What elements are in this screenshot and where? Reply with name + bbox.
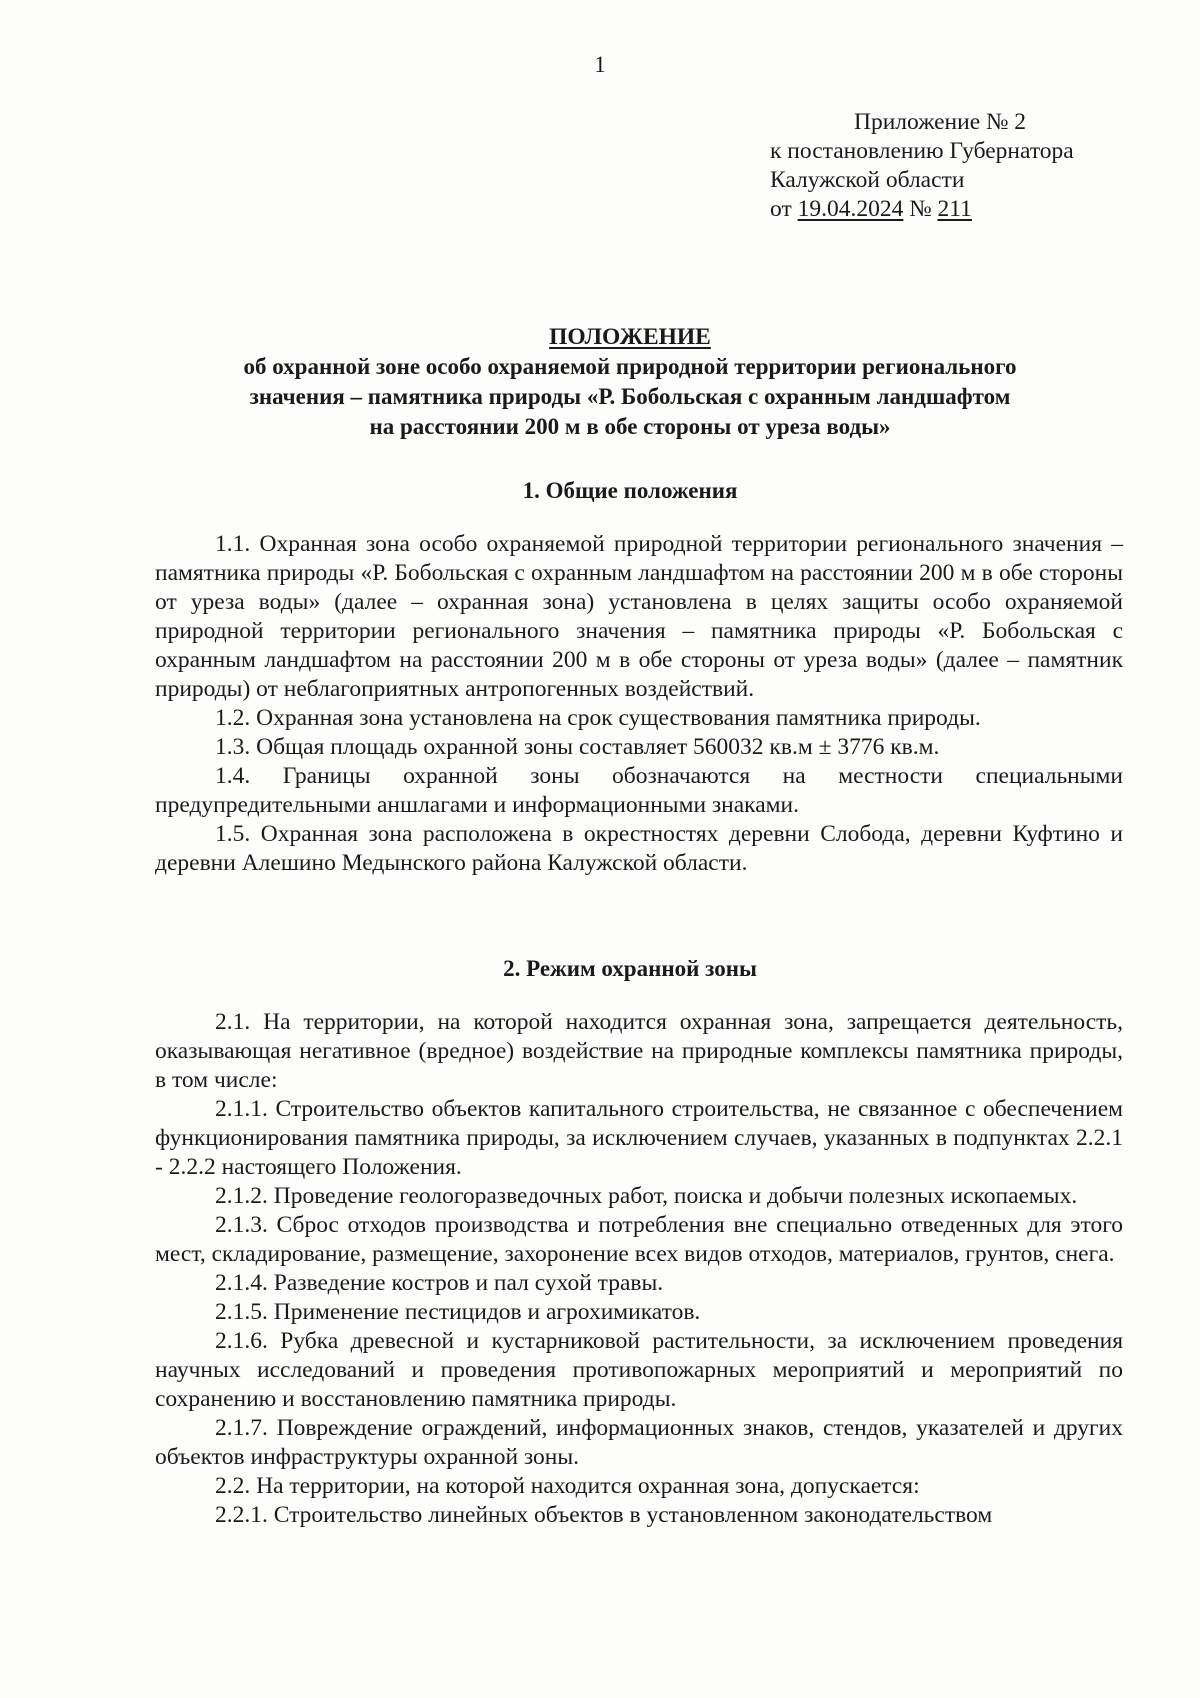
paragraph-2-2: 2.2. На территории, на которой находится охранная зона, допускается: [215, 1473, 920, 1499]
paragraph-2-1: 2.1. На территории, на которой находится охранная зона, запрещается деятельность, оказывающая негативное (вредное) воздействие на природные комплексы памятника природы, в том числе: [155, 1009, 1123, 1093]
appendix-number-prefix: № [903, 196, 938, 222]
title-line-2: значения – памятника природы «Р. Бобольская с охранным ландшафтом [249, 384, 1011, 409]
appendix-line-2: к постановлению Губернатора [770, 138, 1074, 164]
paragraph-1-5: 1.5. Охранная зона расположена в окрестностях деревни Слобода, деревни Куфтино и деревни Алешино Медынского района Калужской области. [155, 821, 1123, 876]
paragraph-1-1: 1.1. Охранная зона особо охраняемой природной территории регионального значения – памятника природы «Р. Бобольская с охранным ландшафтом на расстоянии 200 м в обе стороны от уреза воды» (далее – охранная зона) установлена в целях защиты особо охраняемой природной территории регионального значения – памятника природы «Р. Бобольская с охранным ландшафтом на расстоянии 200 м в обе стороны от уреза воды» (далее – памятник природы) от неблагоприятных антропогенных воздействий. [155, 531, 1123, 702]
paragraph-1-3: 1.3. Общая площадь охранной зоны составляет 560032 кв.м ± 3776 кв.м. [215, 734, 940, 760]
paragraph-2-1-6: 2.1.6. Рубка древесной и кустарниковой растительности, за исключением проведения научных исследований и проведения противопожарных мероприятий и мероприятий по сохранению и восстановлению памятника природы. [155, 1328, 1123, 1412]
appendix-header [770, 108, 1074, 224]
appendix-date-line [770, 195, 1074, 224]
appendix-line-1: Приложение № 2 [854, 109, 1027, 135]
section-2-heading: 2. Режим охранной зоны [503, 956, 757, 981]
document-title [150, 322, 1110, 442]
title-main: ПОЛОЖЕНИЕ [549, 324, 711, 350]
paragraph-2-1-2: 2.1.2. Проведение геологоразведочных работ, поиска и добычи полезных ископаемых. [215, 1183, 1078, 1209]
paragraph-2-1-3: 2.1.3. Сброс отходов производства и потребления вне специально отведенных для этого мест, складирование, размещение, захоронение всех видов отходов, материалов, грунтов, снега. [155, 1212, 1123, 1267]
paragraph-2-2-1: 2.2.1. Строительство линейных объектов в установленном законодательством [215, 1502, 993, 1528]
paragraph-1-2: 1.2. Охранная зона установлена на срок существования памятника природы. [215, 705, 981, 731]
paragraph-2-1-4: 2.1.4. Разведение костров и пал сухой травы. [215, 1270, 664, 1296]
page-number: 1 [594, 52, 606, 77]
appendix-date-prefix: от [770, 196, 798, 222]
title-line-3: на расстоянии 200 м в обе стороны от уреза воды» [369, 414, 891, 439]
title-line-1: об охранной зоне особо охраняемой природной территории регионального [243, 354, 1017, 379]
section-1-body [155, 530, 1123, 878]
appendix-date: 19.04.2024 [797, 196, 904, 222]
paragraph-2-1-5: 2.1.5. Применение пестицидов и агрохимикатов. [215, 1299, 701, 1325]
appendix-number: 211 [937, 196, 972, 222]
paragraph-1-4: 1.4. Границы охранной зоны обозначаются на местности специальными предупредительными аншлагами и информационными знаками. [155, 763, 1123, 818]
section-1-heading: 1. Общие положения [522, 478, 738, 503]
paragraph-2-1-1: 2.1.1. Строительство объектов капитального строительства, не связанное с обеспечением функционирования памятника природы, за исключением случаев, указанных в подпунктах 2.2.1 - 2.2.2 настоящего Положения. [155, 1096, 1123, 1180]
section-2-body [155, 1008, 1123, 1530]
appendix-line-3: Калужской области [770, 167, 965, 193]
paragraph-2-1-7: 2.1.7. Повреждение ограждений, информационных знаков, стендов, указателей и других объектов инфраструктуры охранной зоны. [155, 1415, 1123, 1470]
